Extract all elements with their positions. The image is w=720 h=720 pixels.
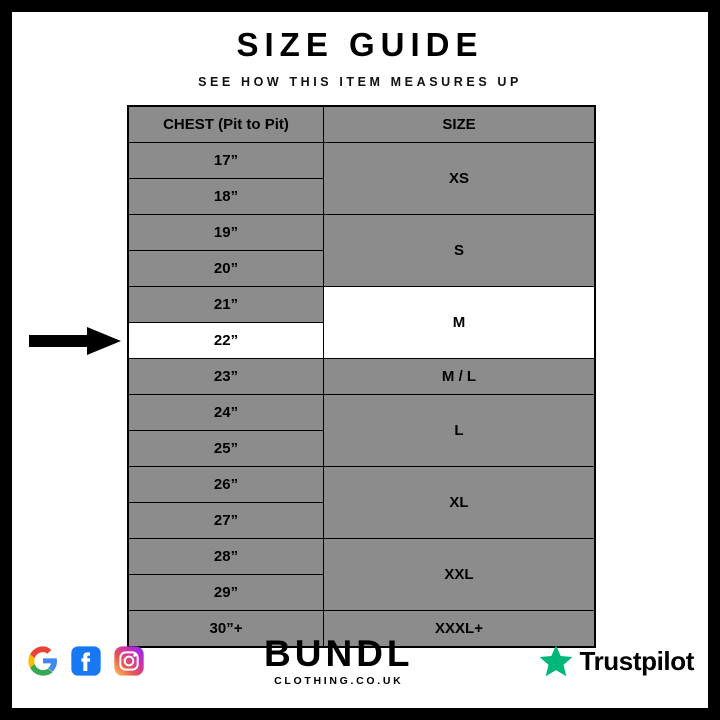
social-links xyxy=(26,644,146,678)
table-row-highlighted xyxy=(128,287,595,323)
trustpilot-star-icon xyxy=(538,643,574,679)
size-value: XS xyxy=(324,143,596,215)
column-header-chest: CHEST (Pit to Pit) xyxy=(128,106,324,143)
chest-value: 20” xyxy=(128,251,324,287)
chest-value: 26” xyxy=(128,467,324,503)
chest-value: 24” xyxy=(128,395,324,431)
size-value: L xyxy=(324,395,596,467)
facebook-icon[interactable] xyxy=(69,644,103,678)
column-header-size: SIZE xyxy=(324,106,596,143)
chest-value: 19” xyxy=(128,215,324,251)
trustpilot-logo[interactable] xyxy=(538,643,694,679)
chest-value: 23” xyxy=(128,359,324,395)
size-value: XXL xyxy=(324,539,596,611)
size-table xyxy=(127,105,596,648)
table-row xyxy=(128,143,595,179)
brand-website: CLOTHING.CO.UK xyxy=(274,675,404,687)
table-row xyxy=(128,215,595,251)
size-value: S xyxy=(324,215,596,287)
chest-value: 30”+ xyxy=(128,611,324,648)
table-row xyxy=(128,539,595,575)
size-value: M / L xyxy=(324,359,596,395)
table-row xyxy=(128,395,595,431)
size-table-wrapper xyxy=(127,105,593,648)
table-header-row xyxy=(128,106,595,143)
trustpilot-name: Trustpilot xyxy=(579,645,694,676)
page-title: SIZE GUIDE xyxy=(236,26,484,63)
chest-value: 21” xyxy=(128,287,324,323)
brand-name: BUNDL xyxy=(264,633,414,674)
chest-value: 18” xyxy=(128,179,324,215)
size-value-selected: M xyxy=(324,287,596,359)
chest-value: 17” xyxy=(128,143,324,179)
footer xyxy=(12,624,708,698)
google-icon[interactable] xyxy=(26,644,60,678)
chest-value: 25” xyxy=(128,431,324,467)
brand-logo xyxy=(264,635,413,687)
table-row xyxy=(128,467,595,503)
table-row xyxy=(128,359,595,395)
chest-value-selected: 22” xyxy=(128,323,324,359)
size-value: XL xyxy=(324,467,596,539)
right-arrow-icon xyxy=(29,327,121,355)
instagram-icon[interactable] xyxy=(112,644,146,678)
size-value: XXXL+ xyxy=(324,611,596,648)
chest-value: 29” xyxy=(128,575,324,611)
size-guide-card xyxy=(12,12,708,708)
page-subtitle: SEE HOW THIS ITEM MEASURES UP xyxy=(198,75,522,89)
chest-value: 27” xyxy=(128,503,324,539)
chest-value: 28” xyxy=(128,539,324,575)
